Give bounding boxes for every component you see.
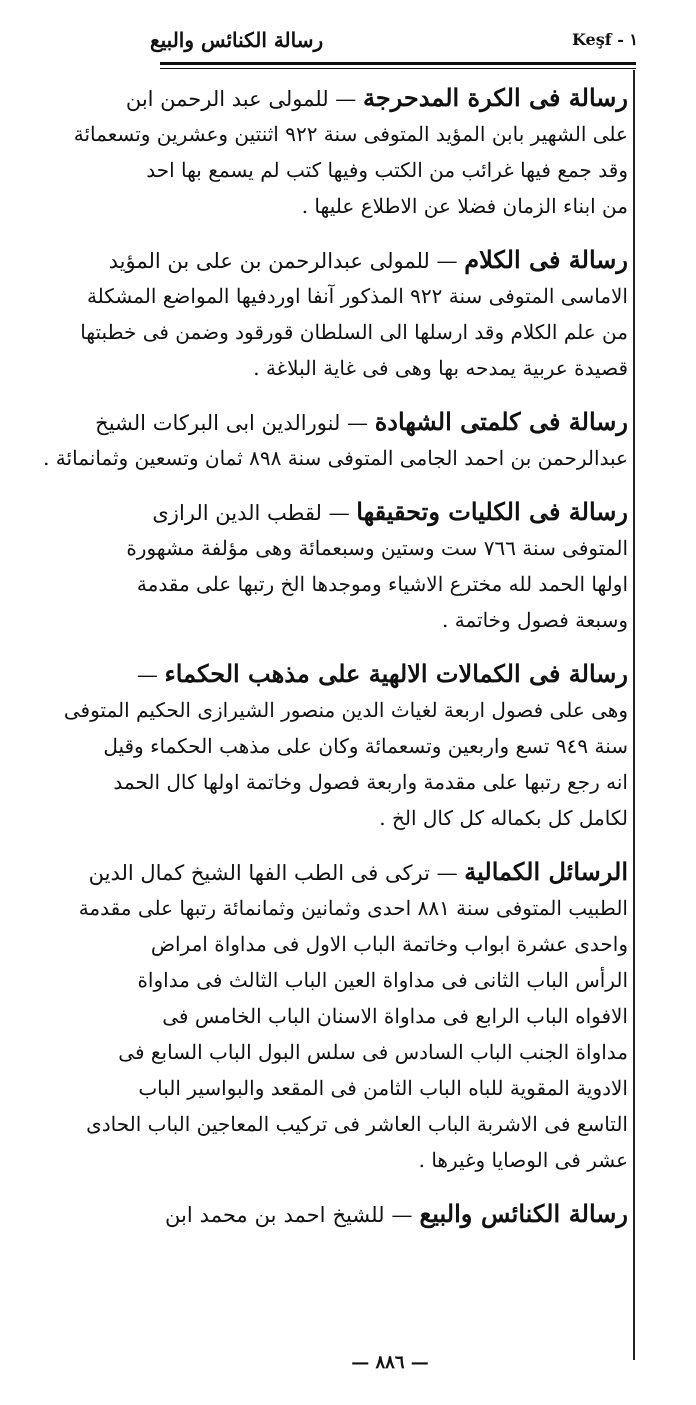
entry-first-line	[108, 242, 628, 278]
entry-first-line	[95, 404, 628, 440]
entry-line: لكامل كل بكماله كل كال الخ .	[379, 806, 628, 830]
entry-line: من علم الكلام وقد ارسلها الى السلطان قورقود وضمن فى خطبتها	[80, 320, 628, 344]
entry-first-line	[152, 494, 628, 530]
entry-line: — لقطب الدين الرازى	[152, 501, 350, 525]
entry-line: عبدالرحمن بن احمد الجامى المتوفى سنة ٨٩٨ ثمان وتسعين وثمانمائة .	[43, 446, 628, 470]
entry	[78, 854, 628, 1178]
entry-line: انه رجع رتبها على مقدمة واربعة فصول وخاتمة اولها كال الحمد	[113, 770, 628, 794]
entry-heading: رسالة الكنائس والبيع	[419, 1199, 628, 1228]
entry-line: من ابناء الزمان فضلا عن الاطلاع عليها .	[301, 194, 628, 218]
entry-heading: رسالة فى الكلام	[464, 245, 628, 274]
entry-heading: الرسائل الكمالية	[464, 857, 628, 886]
entry-line: سنة ٩٤٩ تسع واربعين وتسعمائة وكان على مذهب الحكماء وقيل	[103, 734, 628, 758]
margin-rule	[633, 70, 635, 1360]
running-title: رسالة الكنائس والبيع	[150, 28, 324, 52]
entry-heading: رسالة فى كلمتى الشهادة	[374, 407, 628, 436]
header-rule-thin	[160, 68, 636, 69]
entry	[63, 656, 628, 836]
entry-line: التاسع فى الاشربة الباب العاشر فى تركيب المعاجين الباب الحادى	[86, 1112, 628, 1136]
entry-first-line	[88, 854, 628, 890]
entry-line: عشر فى الوصايا وغيرها .	[418, 1148, 628, 1172]
entry-first-line	[125, 80, 628, 116]
entry-line: الاماسى المتوفى سنة ٩٢٢ المذكور آنفا اوردفيها المواضع المشكلة	[86, 284, 628, 308]
entry-line: على الشهير بابن المؤيد المتوفى سنة ٩٢٢ اثنتين وعشرين وتسعمائة	[73, 122, 628, 146]
page-number: — ٨٨٦ —	[351, 1352, 429, 1373]
entry-line: واحدى عشرة ابواب وخاتمة الباب الاول فى مداواة امراض	[150, 932, 628, 956]
entry-line: — للمولى عبدالرحمن بن على بن المؤيد	[108, 249, 458, 273]
entry-line: وهى على فصول اربعة لغياث الدين منصور الشيرازى الحكيم المتوفى	[63, 698, 628, 722]
entry-line: الطبيب المتوفى سنة ٨٨١ احدى وثمانين وثمانمائة رتبها على مقدمة	[78, 896, 628, 920]
entry-line: الافواه الباب الرابع فى مداواة الاسنان الباب الخامس فى	[162, 1004, 628, 1028]
entry	[73, 80, 628, 224]
entry-line: — تركى فى الطب الفها الشيخ كمال الدين	[88, 861, 458, 885]
entry	[80, 242, 628, 386]
entry-first-line	[165, 1196, 628, 1232]
running-head	[150, 28, 638, 56]
entry-line: — للشيخ احمد بن محمد ابن	[165, 1203, 413, 1227]
running-code: Keşf - ۱	[572, 30, 638, 49]
entry-line: مداواة الجنب الباب السادس فى سلس البول الباب السابع فى	[118, 1040, 628, 1064]
entry-heading: رسالة فى الكليات وتحقيقها	[356, 497, 628, 526]
entry-heading: رسالة فى الكمالات الالهية على مذهب الحكماء	[164, 659, 628, 688]
entry-line: —	[136, 663, 158, 687]
entry	[126, 494, 628, 638]
entry-line: الرأس الباب الثانى فى مداواة العين الباب الثالث فى مداواة	[137, 968, 628, 992]
entry-line: وقد جمع فيها غرائب من الكتب وفيها كتب لم يسمع بها احد	[146, 158, 628, 182]
entry-line: اولها الحمد لله مخترع الاشياء وموجدها الخ رتبها على مقدمة	[136, 572, 628, 596]
entry-line: — للمولى عبد الرحمن ابن	[125, 87, 357, 111]
entry-first-line	[136, 656, 628, 692]
header-rule	[160, 62, 636, 65]
entry-line: قصيدة عربية يمدحه بها وهى فى غاية البلاغة .	[253, 356, 628, 380]
entry-line: المتوفى سنة ٧٦٦ ست وستين وسبعمائة وهى مؤلفة مشهورة	[126, 536, 628, 560]
entry-heading: رسالة فى الكرة المدحرجة	[362, 83, 628, 112]
entry-line: وسبعة فصول وخاتمة .	[442, 608, 628, 632]
content	[43, 80, 628, 1250]
entry	[43, 404, 628, 476]
entry	[165, 1196, 628, 1232]
entry-line: — لنورالدين ابى البركات الشيخ	[95, 411, 369, 435]
entry-line: الادوية المقوية للباه الباب الثامن فى المقعد والبواسير الباب	[138, 1076, 628, 1100]
